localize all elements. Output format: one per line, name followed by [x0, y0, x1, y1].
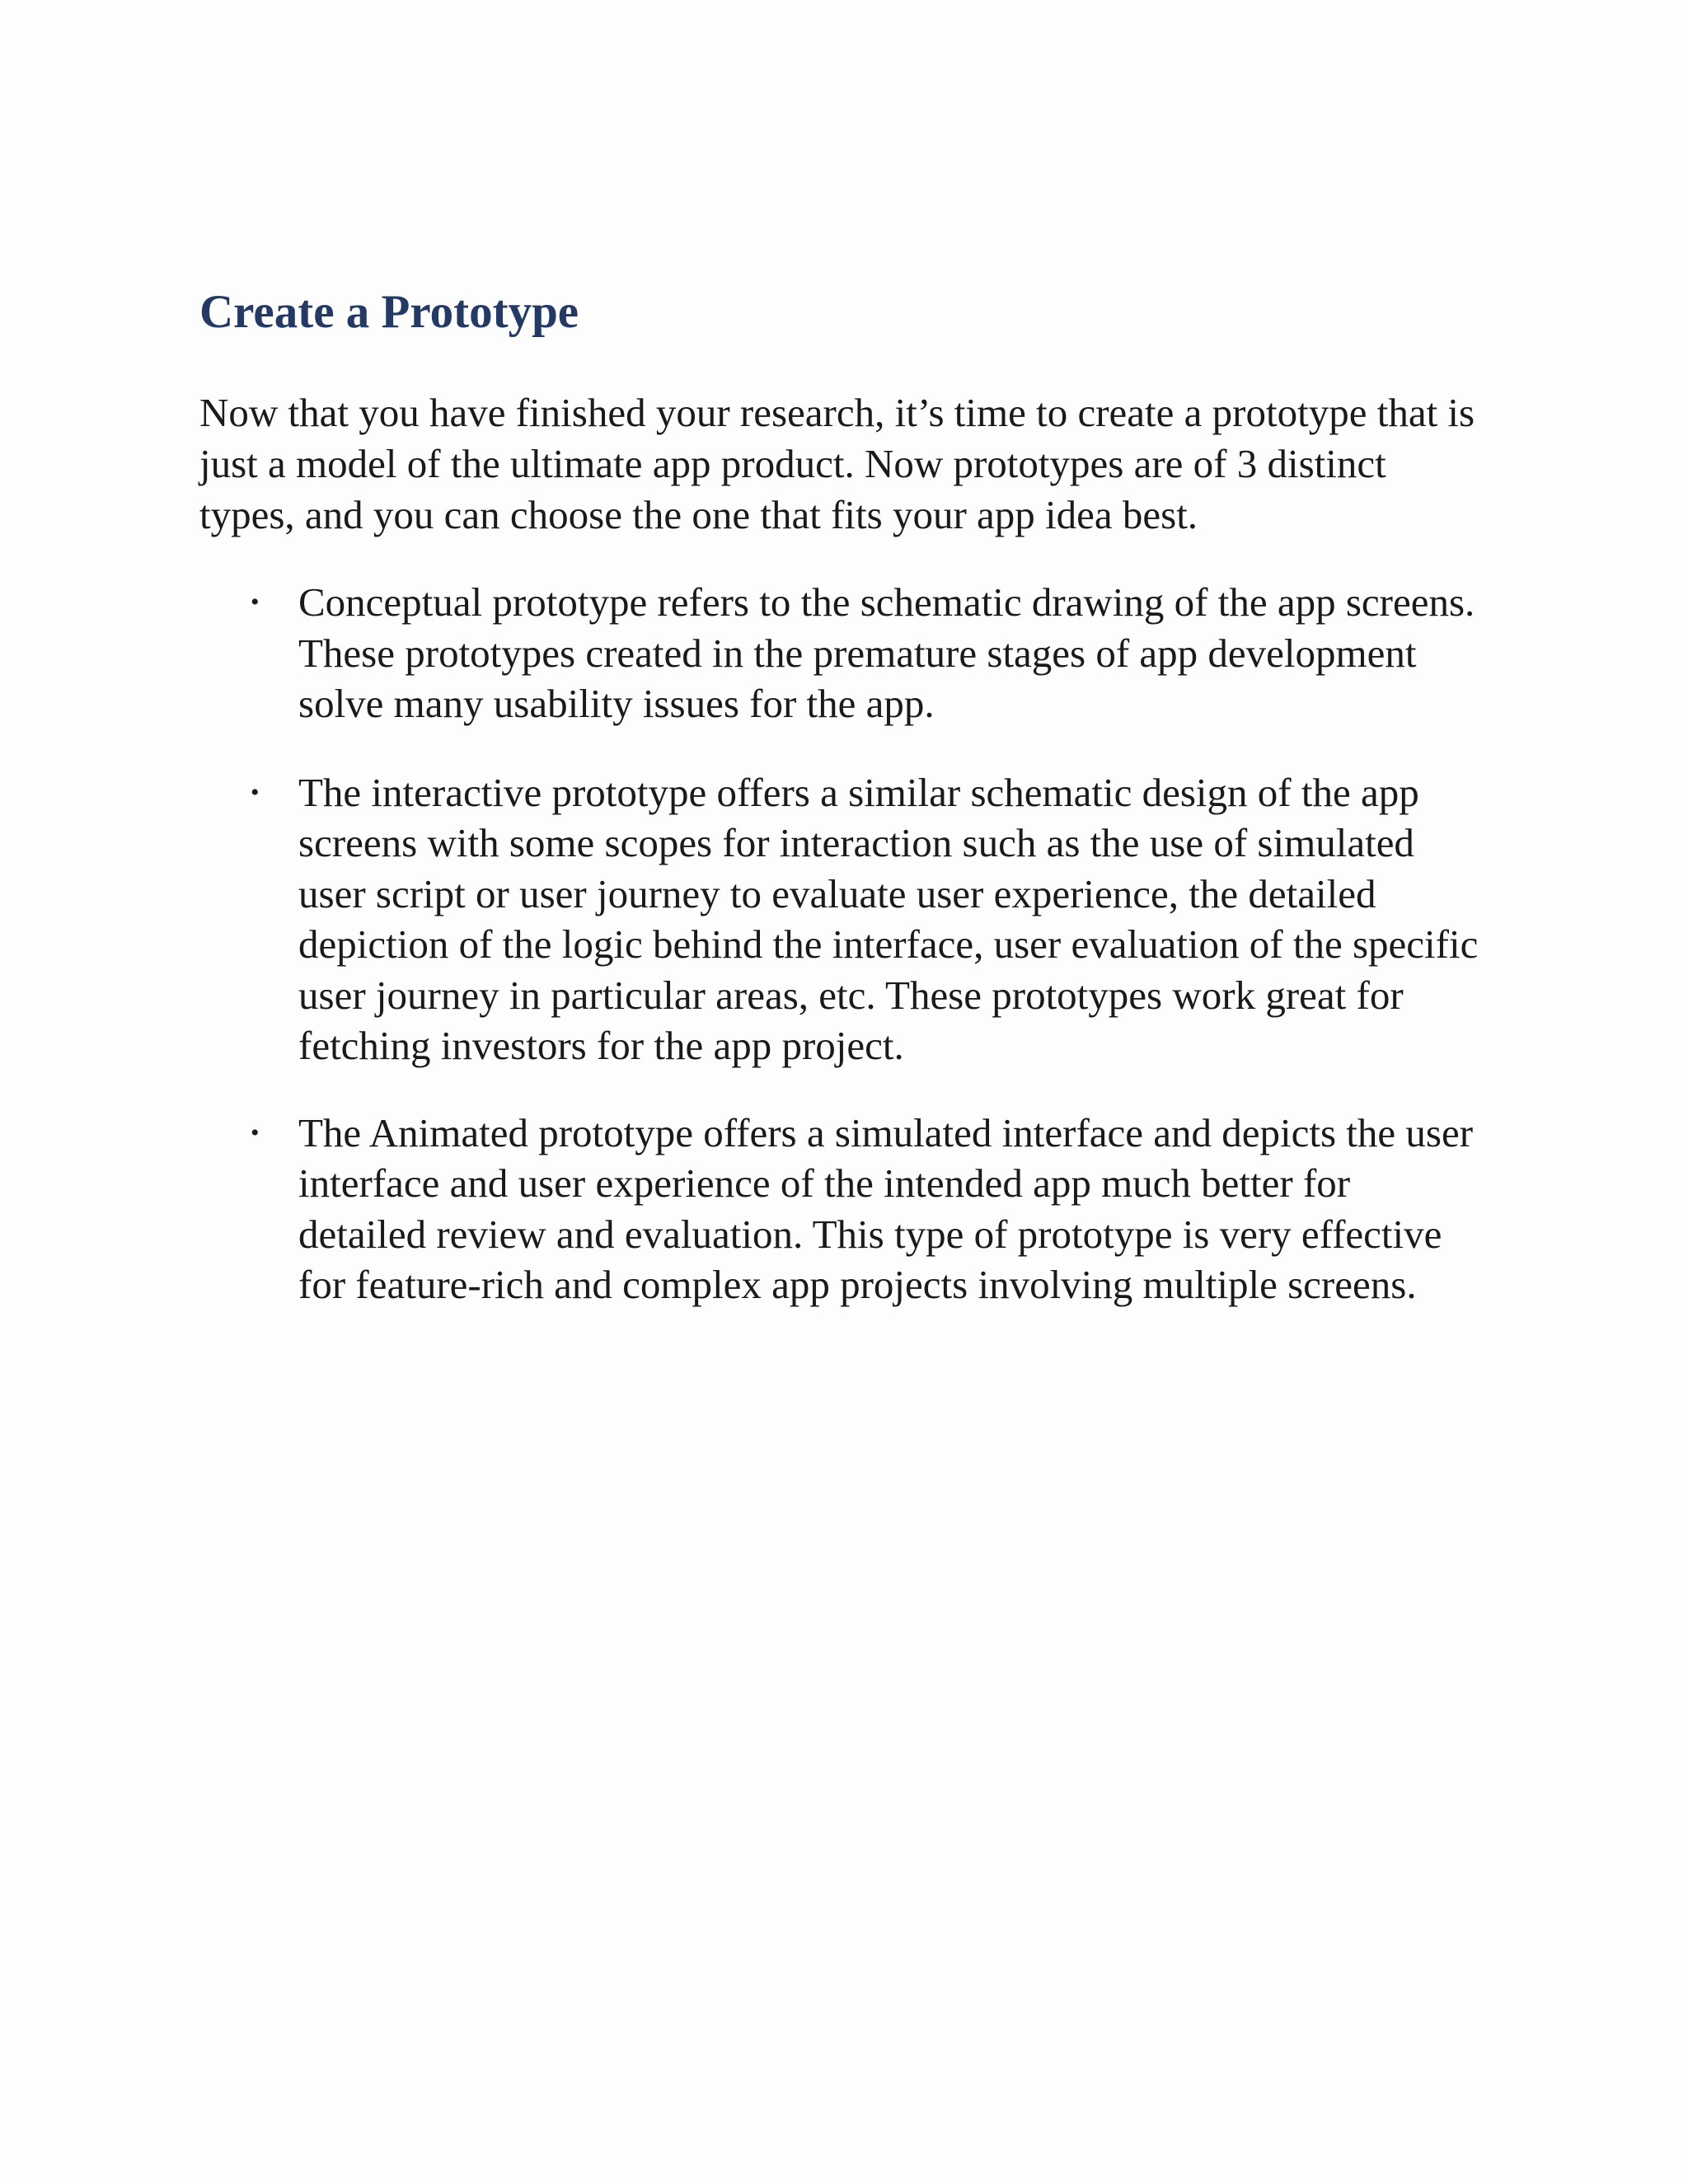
intro-paragraph: Now that you have finished your research, it’s time to create a prototype that is just a model of the ultimate app product. Now prototypes are of 3 distinct types, and you can choose the one that fits your app idea best.: [199, 390, 1475, 537]
list-item-animated: [199, 1108, 1485, 1310]
list-item-text: The interactive prototype offers a similar schematic design of the app screens with some scopes for interaction such as the use of simulated user script or user journey to evaluate user experience, the detailed depiction of the logic behind the interface, user evaluation of the specific user journey in particular areas, etc. These prototypes work great for fetching investors for the app project.: [298, 769, 1479, 1068]
prototype-types-list: [199, 577, 1485, 1348]
bullet-icon: •: [251, 588, 260, 616]
bullet-icon: •: [251, 778, 260, 806]
list-item-interactive: [199, 767, 1485, 1071]
list-item-text: The Animated prototype offers a simulated interface and depicts the user interface and user experience of the intended app much better for detailed review and evaluation. This type of prototype is very effective for feature-rich and complex app projects involving multiple screens.: [298, 1109, 1474, 1307]
bullet-icon: •: [251, 1118, 260, 1146]
list-item-conceptual: [199, 577, 1485, 729]
list-item-text: Conceptual prototype refers to the schematic drawing of the app screens. These prototypes created in the premature stages of app development solve many usability issues for the app.: [298, 579, 1475, 726]
page-title: Create a Prototype: [199, 286, 579, 338]
